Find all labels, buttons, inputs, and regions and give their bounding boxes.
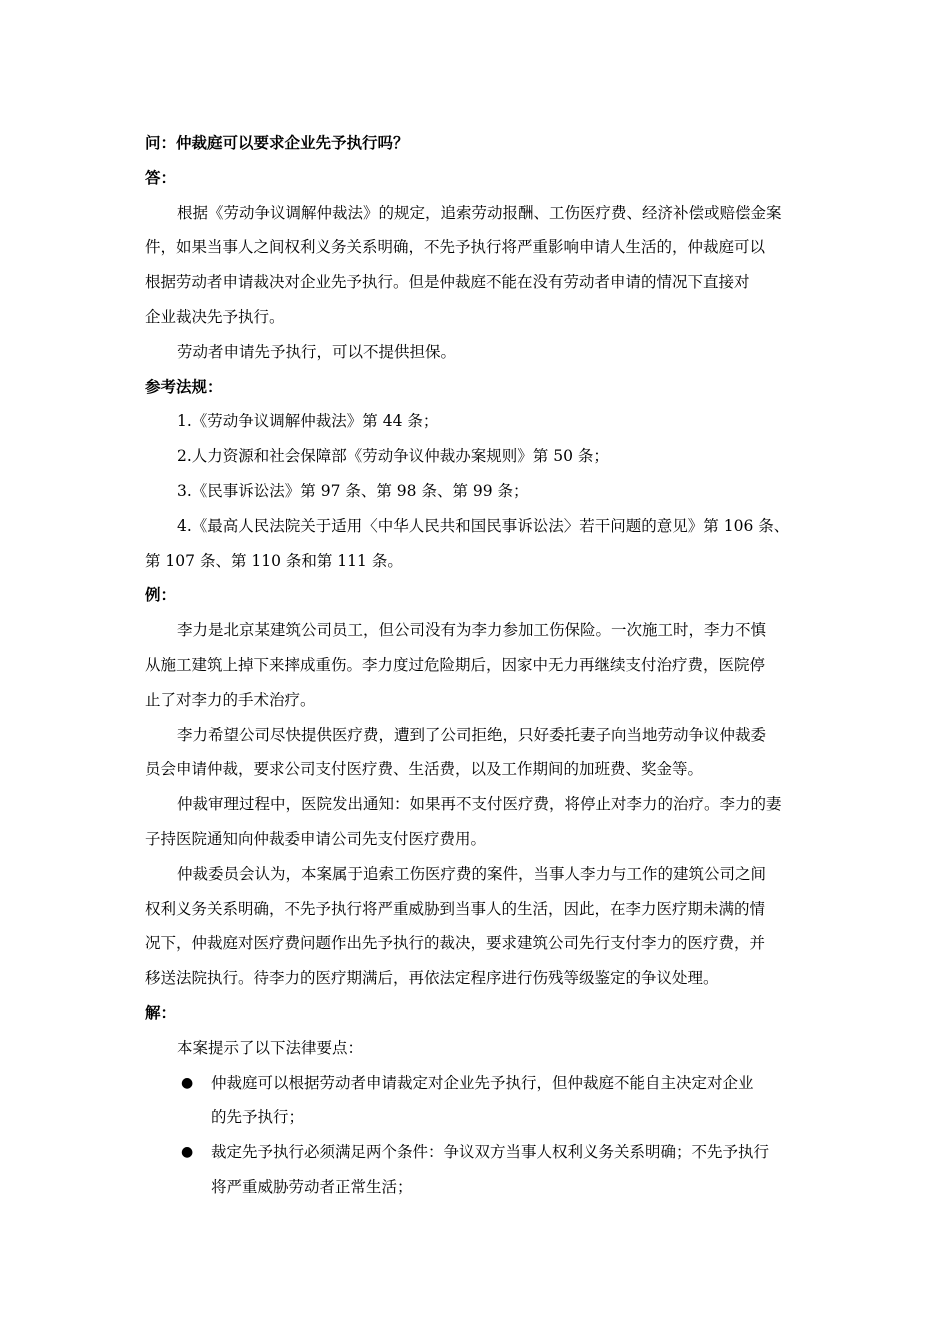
- example-paragraph-1: [145, 613, 810, 717]
- paragraph-line: 权利义务关系明确，不先予执行将严重威胁到当事人的生活，因此，在李力医疗期未满的情: [145, 899, 766, 918]
- paragraph-line: 李力希望公司尽快提供医疗费，遭到了公司拒绝，只好委托妻子向当地劳动争议仲裁委: [177, 725, 767, 744]
- bullet-continuation: 将严重威胁劳动者正常生活；: [211, 1177, 413, 1196]
- paragraph-line: 况下，仲裁庭对医疗费问题作出先予执行的裁决，要求建筑公司先行支付李力的医疗费，并: [145, 934, 766, 953]
- answer-paragraph: [145, 196, 810, 335]
- example-paragraph-3: [145, 787, 810, 857]
- bullet-line: [145, 1066, 810, 1101]
- answer-heading: 答：: [145, 168, 177, 187]
- answer-paragraph-2: 劳动者申请先予执行，可以不提供担保。: [177, 342, 457, 361]
- solution-intro: 本案提示了以下法律要点：: [177, 1038, 364, 1057]
- references-heading: 参考法规：: [145, 377, 223, 396]
- example-paragraph-2: [145, 718, 810, 788]
- paragraph-line: 件，如果当事人之间权利义务关系明确，不先予执行将严重影响申请人生活的，仲裁庭可以: [145, 238, 766, 257]
- paragraph-line: 从施工建筑上掉下来摔成重伤。李力度过危险期后，因家中无力再继续支付治疗费，医院停: [145, 655, 766, 674]
- paragraph-line: 根据《劳动争议调解仲裁法》的规定，追索劳动报酬、工伤医疗费、经济补偿或赔偿金案: [177, 203, 782, 222]
- bullet-line: [145, 1135, 810, 1170]
- bullet-text: 裁定先予执行必须满足两个条件：争议双方当事人权利义务关系明确；不先予执行: [211, 1143, 770, 1162]
- reference-item: 3.《民事诉讼法》第 97 条、第 98 条、第 99 条；: [177, 481, 529, 500]
- reference-item-continuation: 第 107 条、第 110 条和第 111 条。: [145, 551, 403, 570]
- paragraph-line: 仲裁委员会认为，本案属于追索工伤医疗费的案件，当事人李力与工作的建筑公司之间: [177, 864, 767, 883]
- paragraph-line: 子持医院通知向仲裁委申请公司先支付医疗费用。: [145, 829, 487, 848]
- solution-heading: 解：: [145, 1003, 177, 1022]
- reference-item: 1.《劳动争议调解仲裁法》第 44 条；: [177, 412, 439, 431]
- bullet-continuation: 的先予执行；: [211, 1108, 305, 1127]
- document-body: [145, 126, 810, 1205]
- paragraph-line: 员会申请仲裁，要求公司支付医疗费、生活费，以及工作期间的加班费、奖金等。: [145, 760, 704, 779]
- paragraph-line: 仲裁审理过程中，医院发出通知：如果再不支付医疗费，将停止对李力的治疗。李力的妻: [177, 795, 782, 814]
- paragraph-line: 李力是北京某建筑公司员工，但公司没有为李力参加工伤保险。一次施工时，李力不慎: [177, 621, 767, 640]
- paragraph-line: 企业裁决先予执行。: [145, 307, 285, 326]
- example-paragraph-4: [145, 857, 810, 996]
- bullet-icon: ●: [181, 1074, 194, 1091]
- paragraph-line: 止了对李力的手术治疗。: [145, 690, 316, 709]
- bullet-item: [145, 1135, 810, 1205]
- example-heading: 例：: [145, 586, 177, 605]
- bullet-icon: ●: [181, 1144, 194, 1161]
- bullet-text: 仲裁庭可以根据劳动者申请裁定对企业先予执行，但仲裁庭不能自主决定对企业: [211, 1073, 754, 1092]
- question-heading: 问：仲裁庭可以要求企业先予执行吗？: [145, 134, 409, 152]
- paragraph-line: 根据劳动者申请裁决对企业先予执行。但是仲裁庭不能在没有劳动者申请的情况下直接对: [145, 273, 750, 292]
- paragraph-line: 移送法院执行。待李力的医疗期满后，再依法定程序进行伤残等级鉴定的争议处理。: [145, 969, 719, 988]
- references-list: [145, 404, 810, 578]
- reference-item: 4.《最高人民法院关于适用〈中华人民共和国民事诉讼法〉若干问题的意见》第 106 条、: [177, 516, 790, 535]
- reference-item: 2.人力资源和社会保障部《劳动争议仲裁办案规则》第 50 条；: [177, 447, 609, 466]
- bullet-item: [145, 1066, 810, 1136]
- bullet-list: [145, 1066, 810, 1205]
